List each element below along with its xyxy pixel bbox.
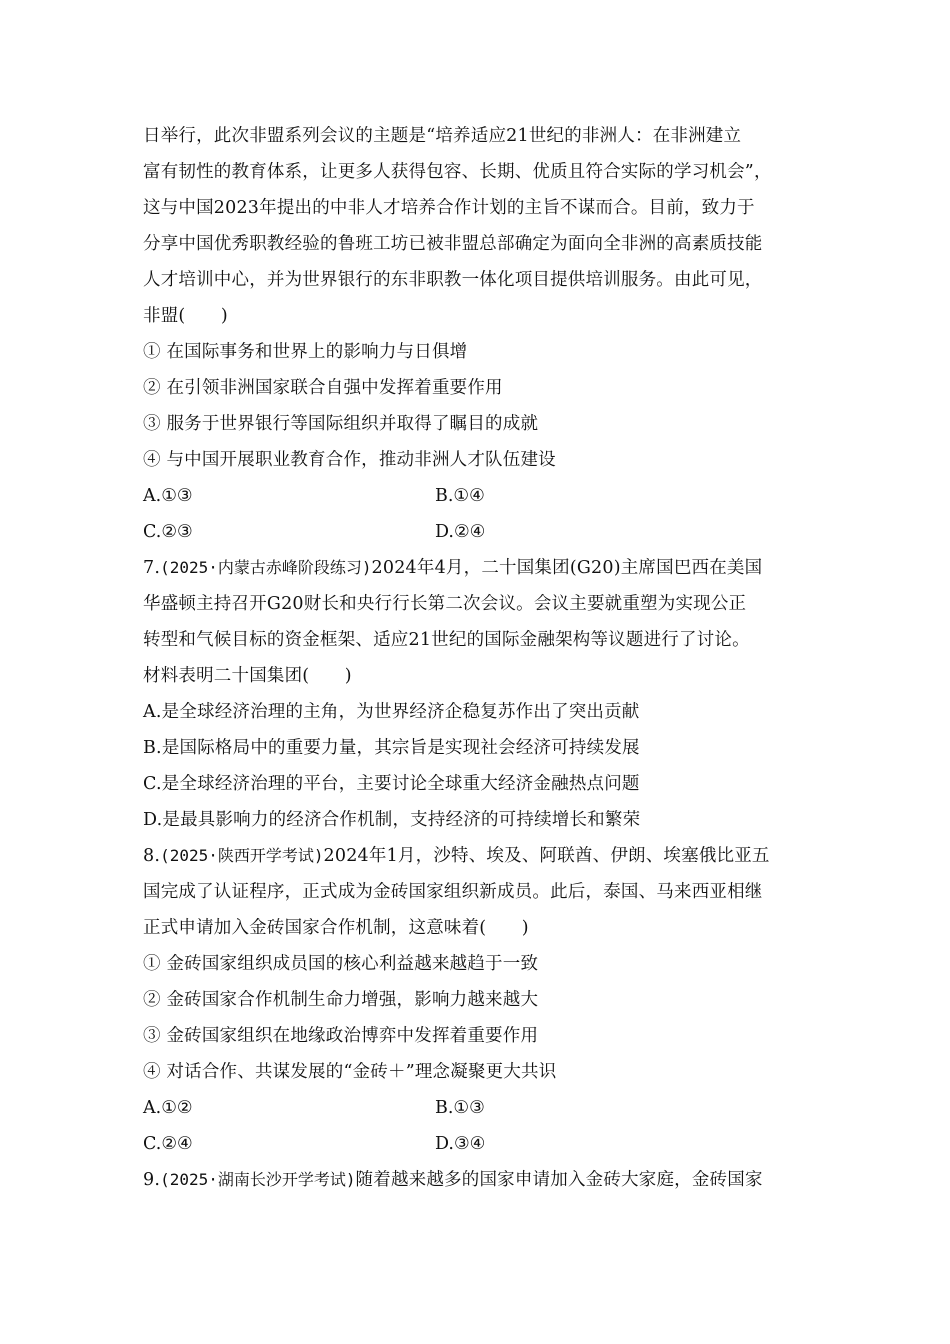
q9-stem-first-line [143, 1162, 823, 1198]
q6-statement-4: ④ 与中国开展职业教育合作，推动非洲人才队伍建设 [143, 450, 556, 470]
q6-stem-line: 这与中国2023年提出的中非人才培养合作计划的主旨不谋而合。目前，致力于 [143, 198, 755, 218]
q6-option-d: D.②④ [435, 522, 486, 542]
q8-option-d: D.③④ [435, 1134, 486, 1154]
q6-stem-line: 日举行，此次非盟系列会议的主题是“培养适应21世纪的非洲人：在非洲建立 [143, 126, 742, 146]
q8-option-b: B.①③ [435, 1098, 485, 1118]
q7-stem-first-line [143, 550, 823, 586]
q7-option-a: A.是全球经济治理的主角，为世界经济企稳复苏作出了突出贡献 [143, 702, 640, 722]
q6-options-row-2 [143, 514, 823, 550]
q6-stem-line: 人才培训中心，并为世界银行的东非职教一体化项目提供培训服务。由此可见， [143, 270, 763, 290]
q6-stem-line: 非盟( ) [143, 306, 228, 326]
q6-stem-line: 分享中国优秀职教经验的鲁班工坊已被非盟总部确定为面向全非洲的高素质技能 [143, 234, 763, 254]
q6-option-c: C.②③ [143, 522, 193, 542]
q7-option-b: B.是国际格局中的重要力量，其宗旨是实现社会经济可持续发展 [143, 738, 640, 758]
q6-statement-1: ① 在国际事务和世界上的影响力与日俱增 [143, 342, 468, 362]
q9-source: (2025·湖南长沙开学考试) [160, 1170, 356, 1189]
q6-option-a: A.①③ [143, 486, 193, 506]
q9-stem-start: 随着越来越多的国家申请加入金砖大家庭，金砖国家 [355, 1170, 763, 1190]
q8-statement-4: ④ 对话合作、共谋发展的“金砖＋”理念凝聚更大共识 [143, 1062, 557, 1082]
q8-statement-1: ① 金砖国家组织成员国的核心利益越来越趋于一致 [143, 954, 539, 974]
q6-statement-3: ③ 服务于世界银行等国际组织并取得了瞩目的成就 [143, 414, 539, 434]
q7-source: (2025·内蒙古赤峰阶段练习) [160, 558, 372, 577]
q6-option-b: B.①④ [435, 486, 485, 506]
q6-statement-2: ② 在引领非洲国家联合自强中发挥着重要作用 [143, 378, 503, 398]
q7-option-c: C.是全球经济治理的平台，主要讨论全球重大经济金融热点问题 [143, 774, 640, 794]
q8-option-c: C.②④ [143, 1134, 193, 1154]
q8-statement-3: ③ 金砖国家组织在地缘政治博弈中发挥着重要作用 [143, 1026, 539, 1046]
q8-options-row-2 [143, 1126, 823, 1162]
document-body [143, 118, 823, 1198]
q7-stem-line: 华盛顿主持召开G20财长和央行行长第二次会议。会议主要就重塑为实现公正 [143, 594, 747, 614]
q7-stem-line: 材料表明二十国集团( ) [143, 666, 352, 686]
q6-options-row-1 [143, 478, 823, 514]
q7-stem-start: 2024年4月，二十国集团(G20)主席国巴西在美国 [371, 558, 763, 578]
q8-stem-first-line [143, 838, 823, 874]
q8-stem-start: 2024年1月，沙特、埃及、阿联酋、伊朗、埃塞俄比亚五 [323, 846, 770, 866]
q8-stem-line: 正式申请加入金砖国家合作机制，这意味着( ) [143, 918, 529, 938]
q7-option-d: D.是最具影响力的经济合作机制，支持经济的可持续增长和繁荣 [143, 810, 641, 830]
q8-stem-line: 国完成了认证程序，正式成为金砖国家组织新成员。此后，泰国、马来西亚相继 [143, 882, 763, 902]
q7-stem-line: 转型和气候目标的资金框架、适应21世纪的国际金融架构等议题进行了讨论。 [143, 630, 750, 650]
q8-number: 8. [143, 846, 161, 866]
q9-number: 9. [143, 1170, 161, 1190]
q7-number: 7. [143, 558, 161, 578]
q8-options-row-1 [143, 1090, 823, 1126]
q6-stem-line: 富有韧性的教育体系，让更多人获得包容、长期、优质且符合实际的学习机会”， [143, 162, 772, 182]
q8-source: (2025·陕西开学考试) [160, 846, 324, 865]
q8-statement-2: ② 金砖国家合作机制生命力增强，影响力越来越大 [143, 990, 539, 1010]
q8-option-a: A.①② [143, 1098, 193, 1118]
